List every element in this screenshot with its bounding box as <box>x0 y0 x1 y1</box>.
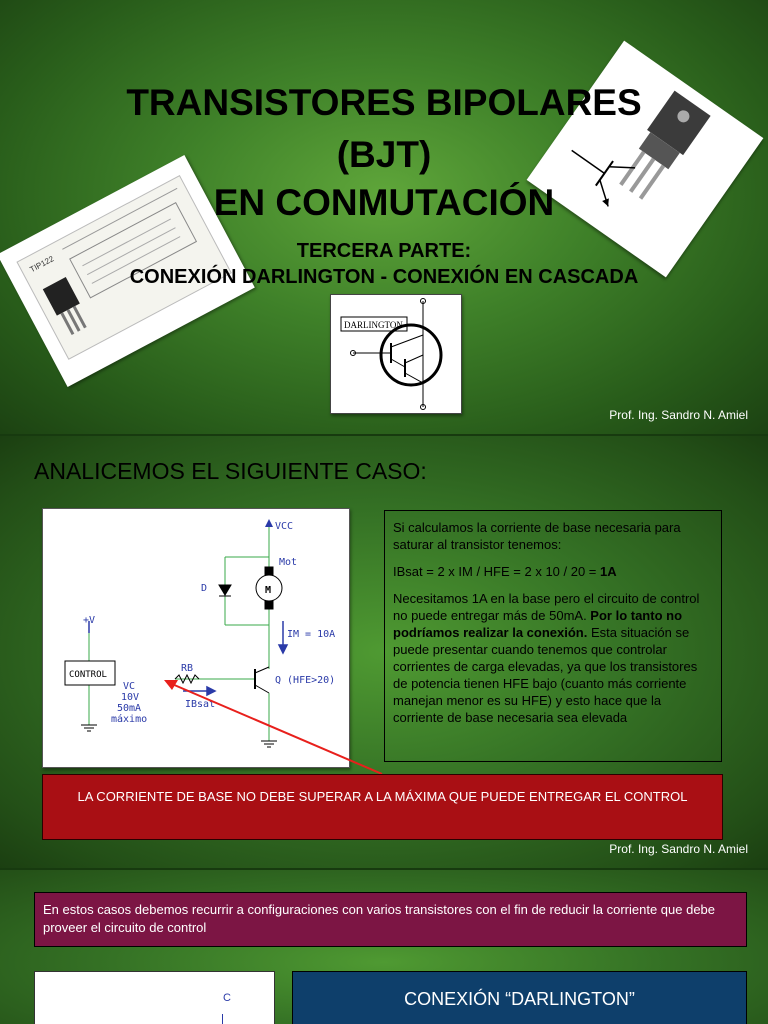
collector-wire <box>222 1014 223 1024</box>
author-credit-2: Prof. Ing. Sandro N. Amiel <box>609 842 748 856</box>
title-line-1: TRANSISTORES BIPOLARES <box>126 82 642 123</box>
vc-label: VC <box>123 681 136 692</box>
darlington-symbol <box>331 295 461 413</box>
configurations-slide <box>0 870 768 1024</box>
vcc-label: VCC <box>275 521 294 532</box>
datasheet-part-label: TIP122 <box>28 254 56 275</box>
plus-v-label: +V <box>83 615 96 626</box>
para-3-start: Necesitamos 1A en la base pero el circuito de control no puede entregar más de 50mA. <box>393 591 700 623</box>
50ma-label: 50mA <box>117 703 142 714</box>
subtitle-line-2: CONEXIÓN DARLINGTON - CONEXIÓN EN CASCADA <box>129 266 639 288</box>
darlington-title-box: CONEXIÓN “DARLINGTON” <box>292 971 747 1024</box>
10v-label: 10V <box>121 692 140 703</box>
intro-box: En estos casos debemos recurrir a configuraciones con varios transistores con el fin de reducir la corriente que debe proveer el circuito de control <box>34 892 747 947</box>
formula-text: IBsat = 2 x IM / HFE = 2 x 10 / 20 = <box>393 564 601 579</box>
maximo-label: máximo <box>111 714 148 725</box>
analysis-slide <box>0 436 768 868</box>
slide-heading: ANALICEMOS EL SIGUIENTE CASO: <box>34 458 427 484</box>
title-slide <box>0 0 768 434</box>
formula-result: 1A <box>600 564 617 579</box>
darlington-diagram-box <box>34 971 275 1024</box>
para-3-end: Esta situación se puede presentar cuando tenemos que controlar corrientes de carga elevadas, ya que los transistores de potencia tienen HFE bajo (cuanto más corriente manejan menor es su HFE) y esto hace que la corriente de base necesaria sea elevada <box>393 625 698 725</box>
ibsat-label: IBsat <box>185 699 216 710</box>
para-3-bold: Por lo tanto no podríamos realizar la conexión. <box>393 608 683 640</box>
rb-label: RB <box>181 663 194 674</box>
motor-label: M <box>265 585 272 596</box>
mot-label: Mot <box>279 557 298 568</box>
control-label: CONTROL <box>69 670 107 680</box>
q-label: Q (HFE>20) <box>275 675 336 686</box>
im-label: IM = 10A <box>287 629 336 640</box>
title-line-2: (BJT) <box>336 134 432 175</box>
explanation-para-1: Si calculamos la corriente de base necesaria para saturar al transistor tenemos: <box>393 520 681 552</box>
title-line-3: EN CONMUTACIÓN <box>213 182 555 223</box>
diode-label: D <box>201 583 208 594</box>
author-credit: Prof. Ing. Sandro N. Amiel <box>609 408 748 422</box>
warning-box: LA CORRIENTE DE BASE NO DEBE SUPERAR A LA MÁXIMA QUE PUEDE ENTREGAR EL CONTROL <box>42 774 723 840</box>
subtitle-line-1: TERCERA PARTE: <box>296 240 472 262</box>
darlington-symbol-card <box>330 294 462 414</box>
collector-label: C <box>223 992 231 1004</box>
darlington-label: DARLINGTON <box>344 320 403 330</box>
